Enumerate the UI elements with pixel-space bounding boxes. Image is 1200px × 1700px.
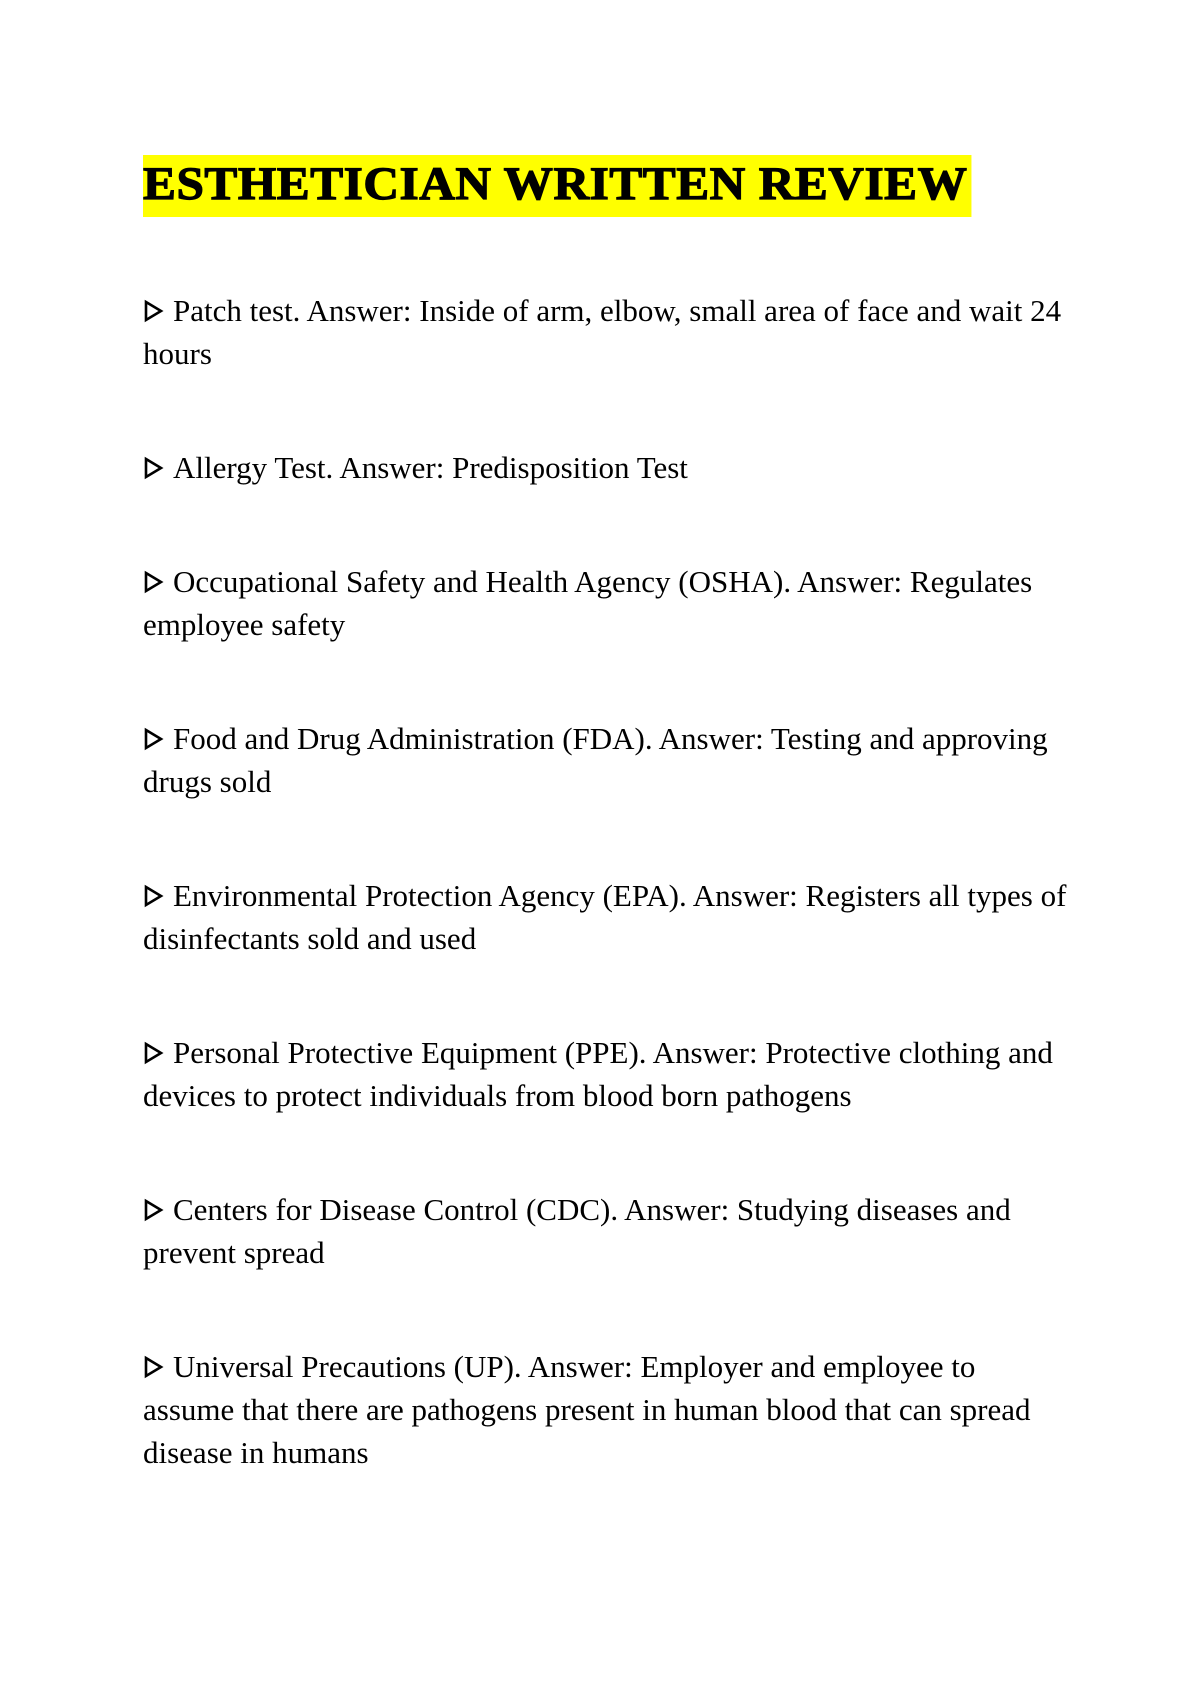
list-item bbox=[143, 717, 1073, 803]
document-title: ESTHETICIAN WRITTEN REVIEW bbox=[143, 155, 972, 217]
list-item-text: Patch test. Answer: Inside of arm, elbow, small area of face and wait 24 hours bbox=[143, 293, 1062, 371]
list-item-text: Allergy Test. Answer: Predisposition Test bbox=[173, 450, 688, 485]
list-item-text: Universal Precautions (UP). Answer: Employer and employee to assume that there are pathogens present in human blood that can spread disease in humans bbox=[143, 1349, 1031, 1470]
triangle-bullet-icon bbox=[143, 299, 165, 323]
list-item-text: Centers for Disease Control (CDC). Answer: Studying diseases and prevent spread bbox=[143, 1192, 1011, 1270]
list-item-text: Food and Drug Administration (FDA). Answer: Testing and approving drugs sold bbox=[143, 721, 1048, 799]
list-item-text: Personal Protective Equipment (PPE). Answer: Protective clothing and devices to protect individuals from blood born pathogens bbox=[143, 1035, 1053, 1113]
list-item-text: Environmental Protection Agency (EPA). Answer: Registers all types of disinfectants sold and used bbox=[143, 878, 1067, 956]
review-list bbox=[143, 289, 1073, 1474]
triangle-bullet-icon bbox=[143, 1041, 165, 1065]
list-item bbox=[143, 874, 1073, 960]
list-item bbox=[143, 289, 1073, 375]
list-item bbox=[143, 1188, 1073, 1274]
triangle-bullet-icon bbox=[143, 727, 165, 751]
list-item bbox=[143, 560, 1073, 646]
triangle-bullet-icon bbox=[143, 884, 165, 908]
list-item-text: Occupational Safety and Health Agency (OSHA). Answer: Regulates employee safety bbox=[143, 564, 1033, 642]
triangle-bullet-icon bbox=[143, 1198, 165, 1222]
triangle-bullet-icon bbox=[143, 570, 165, 594]
list-item bbox=[143, 1031, 1073, 1117]
triangle-bullet-icon bbox=[143, 456, 165, 480]
list-item bbox=[143, 1345, 1073, 1474]
triangle-bullet-icon bbox=[143, 1355, 165, 1379]
list-item bbox=[143, 446, 1073, 489]
